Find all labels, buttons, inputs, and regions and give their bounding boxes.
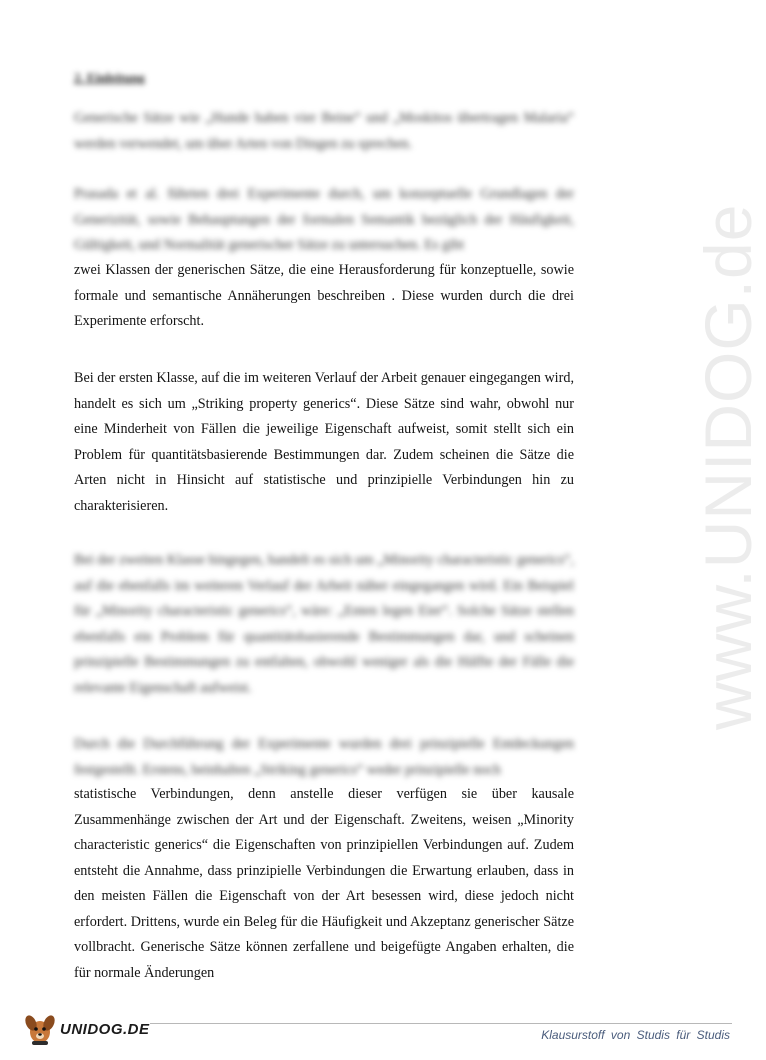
paragraph-2-visible: zwei Klassen der generischen Sätze, die eine Herausforderung für konzeptuelle, sowie formale und semantische Annäherungen beschreiben . Diese wurden durch die drei Experimente erforscht. [74, 262, 574, 329]
paragraph-4-blurred: Bei der zweiten Klasse hingegen, handelt es sich um „Minority characteristic generics“, auf die ebenfalls im weiteren Verlauf der Arbeit näher eingegangen wird. Ein Beispiel für „Minority characteristic generics“, wäre: „Enten legen Eier“. Solche Sätze stellen ebenfalls ein Problem für quantitätsbasierende Bestimmungen dar, und scheinen prinzipielle Bestimmungen zu entfalten, obwohl weniger als die Hälfte der Fälle die relevante Eigenschaft aufweist. [74, 552, 574, 696]
footer-divider [150, 1023, 732, 1024]
paragraph-3: Bei der ersten Klasse, auf die im weiteren Verlauf der Arbeit genauer eingegangen wird, handelt es sich um „Striking property generics“. Diese Sätze sind wahr, obwohl nur eine Minderheit von Fällen die jeweilige Eigenschaft aufweist, somit stellt sich ein Problem für quantitätsbasierende Bestimmungen dar. Zudem scheinen die Sätze die Arten nicht in Hinsicht auf statistische und prinzipielle Verbindungen hin zu charakterisieren. [74, 370, 574, 514]
paragraph-5-visible: statistische Verbindungen, denn anstelle dieser verfügen sie über kausale Zusammenhänge zwischen der Art und der Eigenschaft. Zweitens, weisen „Minority characteristic generics“ die Eigenschaften von prinzipiellen Verbindungen auf. Zudem entsteht die Annahme, dass prinzipielle Verbindungen die Erwartung erlauben, dass in den meisten Fällen die Eigenschaft von der Art besessen wird, diese jedoch nicht erfordert. Drittens, wurde ein Beleg für die Häufigkeit und Akzeptanz generischer Sätze vollbracht. Generische Sätze können zerfallene und beigefügte Angaben erhalten, die für normale Änderungen [74, 786, 574, 981]
paragraph-1-blurred: Generische Sätze wie „Hunde haben vier Beine“ und „Moskitos übertragen Malaria“ werden verwendet, um über Arten von Dingen zu sprechen. [74, 110, 574, 152]
unidog-logo [22, 1010, 150, 1048]
dog-logo-icon [22, 1010, 58, 1048]
footer-tagline: Klausurstoff von Studis für Studis [541, 1028, 730, 1042]
logo-text: UNIDOG.DE [60, 1020, 150, 1038]
watermark: www.UNIDOG.de [691, 203, 765, 730]
section-heading: 2. Einleitung [74, 70, 145, 85]
paragraph-5-blurred: Durch die Durchführung der Experimente wurden drei prinzipielle Entdeckungen festgestellt. Erstens, beinhalten „Striking generics“ weder prinzipielle noch [74, 736, 574, 778]
paragraph-2-blurred: Prasada et al. führten drei Experimente durch, um konzeptuelle Grundlagen der Generizität, sowie Behauptungen der formalen Semantik bezüglich der Häufigkeit, Gültigkeit, und Normalität generischer Sätze zu untersuchen. Es gibt [74, 186, 574, 253]
